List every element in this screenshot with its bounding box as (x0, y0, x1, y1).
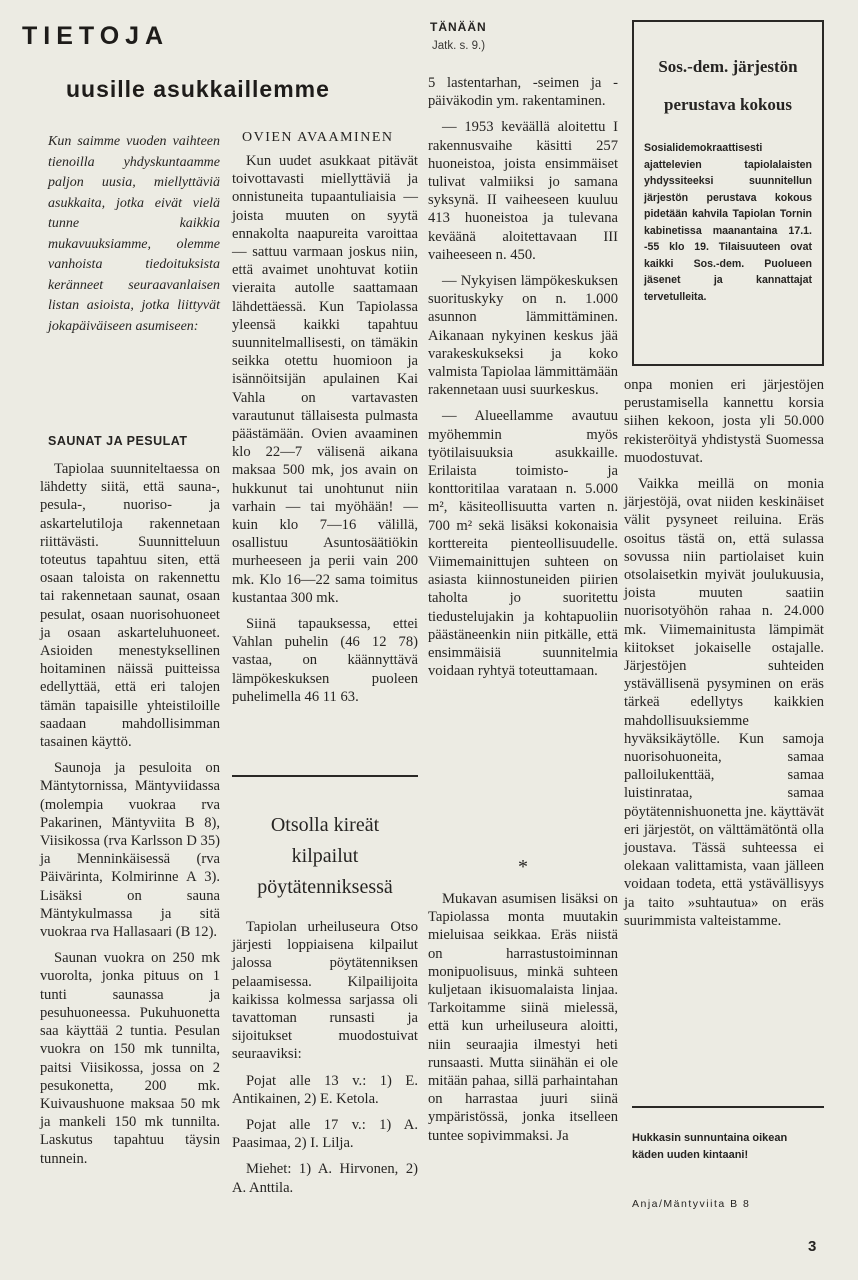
tanaan-closing: Mukavan asumisen lisäksi on Tapiolassa monta muutakin mieluisaa seikkaa. Eräs niistä on harrastustoiminnan monipuolisuus, minkä suhteen kuljetaan ikisuomalaista linjaa. Tarkoitamme siinä mielessä, että kun urheiluseura aloitti, niin seuraajia ilmestyi heti runsaasti. Mutta siinähän ei ole mitään pahaa, sillä parhaintahan on harrastaa juuri siinä ympäristössä, jonka itselleen tuntee sopivimmaksi. Ja (428, 891, 618, 1144)
otso-result-3: Miehet: 1) A. Hirvonen, 2) A. Anttila. (232, 1161, 418, 1196)
otso-result-1: Pojat alle 13 v.: 1) E. Antikainen, 2) E. Ketola. (232, 1072, 418, 1107)
otso-paragraph: Tapiolan urheiluseura Otso järjesti loppiaisena kilpailut jalossa pöytätenniksen pelaamisessa. Kilpailijoita kaikissa kolmessa sarjassa oli tavattoman runsasti ja sijoitukset muodostuivat seuraaviksi: (232, 919, 418, 1063)
page-number: 3 (808, 1238, 817, 1255)
tanaan-paragraph-1: 5 lastentarhan, -seimen ja -päiväkodin ym. rakentaminen. (428, 75, 618, 110)
otso-result-2: Pojat alle 17 v.: 1) A. Paasimaa, 2) I. Lilja. (232, 1117, 418, 1152)
notice-title-line-2: perustava kokous (663, 95, 792, 114)
otso-heading-line-3: pöytätenniksessä (257, 876, 393, 898)
ovien-paragraph-2: Siinä tapauksessa, ettei Vahlan puhelin (46 12 78) vastaa, on käännyttävä lämpökeskuksen puoleen puhelimella 46 11 63. (232, 616, 418, 705)
ovien-heading: OVIEN AVAAMINEN (242, 130, 394, 145)
saunat-paragraph-1: Tapiolaa suunniteltaessa on lähdetty siitä, että sauna-, pesula-, nuoriso- ja askartelutiloja rakennetaan riittävästi. Suunnitteluun toteutus tapahtuu siten, että osaan taloista on rakennettu tai rakennetaan saunat, osaan pesulat, osaan nuorisohuoneet ja osaan askarteluhuoneet. Asioiden menestyksellinen hoitaminen näissä puitteissa edellyttää, että eri talojen tämän tapaisille yhteistiloille saadaan mahdollisimman tasainen käyttö. (40, 461, 220, 751)
right-column-body (624, 376, 824, 938)
notice-title (634, 48, 822, 124)
otso-heading (232, 810, 418, 903)
saunat-body (40, 460, 220, 1176)
saunat-paragraph-3: Saunan vuokra on 250 mk vuorolta, jonka pituus on 1 tunti saunassa ja pesuhuoneessa. Pukuhuonetta saa käyttää 2 tuntia. Pesulan vuokra on 150 mk tunnilta, paitsi Viisikossa, jossa on 2 pesukonetta, 200 mk. Kuivaushuone maksaa 50 mk ja mankeli 150 mk tunnilta. Laskutus tapahtuu täysin tunnein. (40, 950, 220, 1167)
tanaan-body (428, 74, 618, 689)
tanaan-heading: TÄNÄÄN (430, 20, 487, 34)
divider-col2 (232, 775, 418, 777)
tanaan-paragraph-2: — 1953 keväällä aloitettu I rakennusvaihe käsitti 257 huoneistoa, joista ensimmäiset tulivat valmiiksi jo samana syksynä. II vaiheeseen kuuluu 413 huoneistoa ja tulevana keväänä aloitettavaan III vaiheeseen n. 450. (428, 119, 618, 263)
masthead-subtitle: uusille asukkaillemme (66, 76, 330, 102)
saunat-heading: SAUNAT JA PESULAT (48, 434, 188, 448)
right-paragraph-1: onpa monien eri järjestöjen perustamisella kannettu korsia siihen kekoon, josta yli 50.000 rekisteröityä yhdistystä Suomessa muodostuvat. (624, 377, 824, 466)
ovien-body (232, 152, 418, 714)
divider-col4 (632, 1106, 824, 1108)
notice-body: Sosialidemokraattisesti ajattelevien tapiolalaisten yhdyssiteeksi suunnitellun järjestön perustava kokous pidetään kahvila Tapiolan Tornin kabinetissa maanantaina 17.1. -55 klo 19. Tilaisuuteen ovat kaikki Sos.-dem. Puolueen jäsenet ja kannattajat tervetulleita. (644, 142, 812, 303)
right-paragraph-2: Vaikka meillä on monia järjestöjä, ovat niiden keskinäiset välit pysyneet reiluina. Eräs osoitus tästä on, että sulassa sovussa niin partiolaiset kuin otsolaisetkin myivät joulukuusia, joista muuten saatiin nuorisotyöhön rahaa n. 24.000 mk. Viimemainitusta lämpimät kiitokset jokaiselle ostajalle. Järjestöjen suhteiden ystävällisenä pysyminen on eräs tärkeä edellytys kaikkien mahdollisuuksiemme hyväksikäytölle. Kun samoja nuorisohuoneita, samaa palloilukenttää, samaa luistinrataa, samaa pöytätennishuonetta jne. käyttävät eri järjestöt, on välttämätöntä olla joustava. Tässä suhteessa ei olekaan valittamista, vaan jälleen voidaan todeta, että ystävällisyys ja taito »suhtautua» on eräs suurimmista valteistamme. (624, 476, 824, 929)
lost-mitten-notice: Hukkasin sunnuntaina oikean käden uuden kintaani! (632, 1132, 788, 1161)
saunat-paragraph-2: Saunoja ja pesuloita on Mäntytornissa, Mäntyviidassa (molempia vuokraa rva Pakarinen, Mäntyviita B 8), Viisikossa (rva Karlsson D 35) ja Menninkäisessä (rva Päivärinta, Kolmirinne A 3). Lisäksi on sauna Mäntykulmassa ja sitä vuokraa rva Hallasaari (B 12). (40, 760, 220, 941)
intro-paragraph: Kun saimme vuoden vaihteen tienoilla yhdyskuntaamme paljon uusia, miellyttäviä asukkaita, jotka eivät vielä tunne kaikkia mukavuuksiamme, olemme vanhoista tiedoituksista keränneet seuraavanlaisen listan asioista, jotka liittyvät jokapäiväiseen asumiseen: (48, 134, 220, 334)
notice-box (632, 20, 824, 366)
notice-title-line-1: Sos.-dem. järjestön (658, 57, 798, 76)
ovien-paragraph-1: Kun uudet asukkaat pitävät toivottavasti miellyttäviä ja onnistuneita tupaantuliaisia — joista muuten on syytä ennakolta naapureita varoittaa — sattuu varmaan joskus niin, että avaimet unohtuvat kotiin vieraita autolle saattamaan lähdettäessä. Kun Tapiolassa yleensä kaikki tapahtuu suunnitelmallisesti, on tämäkin seikka otettu huomioon ja isännöitsijän apulainen Kai Vahla on vartavasten varautunut tällaisesta pulmasta päästämään. Ovien avaaminen klo 22—7 välisenä aikana maksaa 500 mk, jos avain on hukkunut tai unohtunut niin varhain — tai myöhään! — kuin klo 7—16 välillä, osallistuu Asuntosäätiökin murheeseen ja perii vain 200 mk. Klo 16—22 sama toimitus kustantaa 300 mk. (232, 153, 418, 606)
tanaan-paragraph-4: — Alueellamme avautuu myöhemmin myös työtilaisuuksia asukkaille. Erilaista toimisto- ja konttoritilaa varataan n. 5.000 m², käsiteollisuutta varten n. 700 m² sekä lisäksi kokonaisia korttereita pienteollisuudelle. Viimemainittujen suhteen on asiasta kiinnostuneiden piirien taholta jo suoritettu tiedustelujakin ja kohtapuoliin päästäneenkin niin pitkälle, että ensimmäisiä suunnitelmia voidaan ryhtyä toteuttamaan. (428, 408, 618, 680)
lost-mitten-signature: Anja/Mäntyviita B 8 (632, 1198, 751, 1210)
otso-body (232, 918, 418, 1205)
section-star: * (518, 856, 528, 878)
tanaan-continued: Jatk. s. 9.) (432, 40, 486, 52)
tanaan-paragraph-3: — Nykyisen lämpökeskuksen suorituskyky on n. 1.000 asunnon lämmittäminen. Aikanaan nykyinen keskus jää varakeskukseksi ja koko valmista Tapiolaa lämmittämään rakennetaan uusi suurkeskus. (428, 273, 618, 399)
masthead-title: TIETOJA (22, 22, 170, 50)
otso-heading-line-1: Otsolla kireät (270, 814, 380, 836)
otso-heading-line-2: kilpailut (291, 845, 359, 867)
